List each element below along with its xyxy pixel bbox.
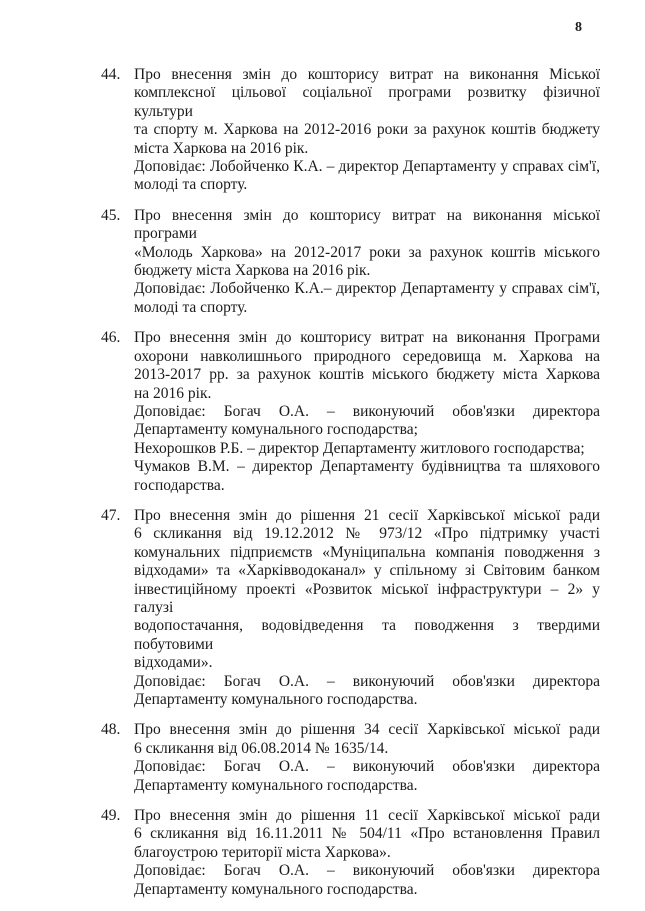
text-line: комплексної цільової соціальної програми розвитку фізичної культури <box>134 84 600 120</box>
text-line: благоустрою території міста Харкова». <box>134 843 391 861</box>
text-line: молоді та спорту. <box>134 298 248 316</box>
agenda-item <box>0 66 645 195</box>
text-line: Департаменту комунального господарства. <box>134 691 418 708</box>
agenda-item-text <box>134 207 600 317</box>
agenda-item-number: 47. <box>101 506 121 524</box>
text-line: 6 скликання від 19.12.2012 № 973/12 «Про підтримку участі <box>134 525 600 543</box>
agenda-list <box>0 66 645 911</box>
text-line: Департаменту комунального господарства. <box>134 880 418 898</box>
agenda-item-text <box>134 507 600 709</box>
text-line: Нехорошков Р.Б. – директор Департаменту житлового господарства; <box>134 439 585 457</box>
agenda-item-text <box>134 66 600 195</box>
agenda-item <box>0 507 645 709</box>
text-line: відходами». <box>134 654 213 672</box>
text-line: Про внесення змін до рішення 21 сесії Харківської міської ради <box>134 506 600 524</box>
agenda-item <box>0 721 645 795</box>
text-line: водопостачання, водовідведення та поводження з твердими побутовими <box>134 617 600 653</box>
text-line: 6 скликання від 16.11.2011 № 504/11 «Про встановлення Правил <box>134 825 600 843</box>
text-line: бюджету міста Харкова на 2016 рік. <box>134 262 371 280</box>
text-line: Про внесення змін до кошторису витрат на виконання міської програми <box>134 206 600 243</box>
text-line: молоді та спорту. <box>134 176 248 194</box>
agenda-item-number: 49. <box>101 807 121 825</box>
text-line: Про внесення змін до кошторису витрат на виконання Програми <box>134 329 600 347</box>
text-line: інвестиційному проекті «Розвиток міської інфраструктури – 2» у галузі <box>134 580 600 616</box>
text-line: Доповідає: Лобойченко К.А. – директор Департаменту у справах сім'ї, <box>134 158 600 176</box>
agenda-item-text <box>134 329 600 495</box>
text-line: 6 скликання від 06.08.2014 № 1635/14. <box>134 739 389 757</box>
agenda-item-number: 46. <box>101 329 121 347</box>
agenda-item-text <box>134 721 600 795</box>
text-line: Доповідає: Лобойченко К.А.– директор Департаменту у справах сім'ї, <box>134 280 600 298</box>
text-line: Доповідає: Богач О.А. – виконуючий обов'язки директора <box>134 672 600 690</box>
agenda-item <box>0 207 645 317</box>
text-line: відходами» та «Харківводоканал» у спільному зі Світовим банком <box>134 562 600 580</box>
text-line: на 2016 рік. <box>134 384 212 402</box>
text-line: міста Харкова на 2016 рік. <box>134 139 309 157</box>
agenda-item-number: 48. <box>101 721 121 739</box>
text-line: Про внесення змін до кошторису витрат на виконання Міської <box>134 66 600 83</box>
text-line: Чумаков В.М. – директор Департаменту будівництва та шляхового <box>134 458 600 476</box>
agenda-item-text <box>134 807 600 899</box>
text-line: охорони навколишнього природного середовища м. Харкова на <box>134 347 600 365</box>
text-line: Доповідає: Богач О.А. – виконуючий обов'язки директора <box>134 862 600 880</box>
text-line: господарства. <box>134 476 225 494</box>
text-line: Департаменту комунального господарства; <box>134 421 418 439</box>
text-line: Про внесення змін до рішення 11 сесії Харківської міської ради <box>134 807 600 825</box>
page-number: 8 <box>575 20 582 35</box>
agenda-item-number: 44. <box>101 66 121 83</box>
agenda-item <box>0 807 645 899</box>
text-line: комунальних підприємств «Муніципальна компанія поводження з <box>134 543 600 561</box>
text-line: та спорту м. Харкова на 2012-2016 роки за рахунок коштів бюджету <box>134 121 600 139</box>
agenda-item-number: 45. <box>101 206 121 224</box>
text-line: Департаменту комунального господарства. <box>134 776 418 794</box>
text-line: 2013-2017 рр. за рахунок коштів міського бюджету міста Харкова <box>134 366 600 384</box>
agenda-item <box>0 329 645 495</box>
text-line: «Молодь Харкова» на 2012-2017 роки за рахунок коштів міського <box>134 243 600 261</box>
text-line: Про внесення змін до рішення 34 сесії Харківської міської ради <box>134 721 600 739</box>
text-line: Доповідає: Богач О.А. – виконуючий обов'язки директора <box>134 402 600 420</box>
text-line: Доповідає: Богач О.А. – виконуючий обов'язки директора <box>134 758 600 776</box>
